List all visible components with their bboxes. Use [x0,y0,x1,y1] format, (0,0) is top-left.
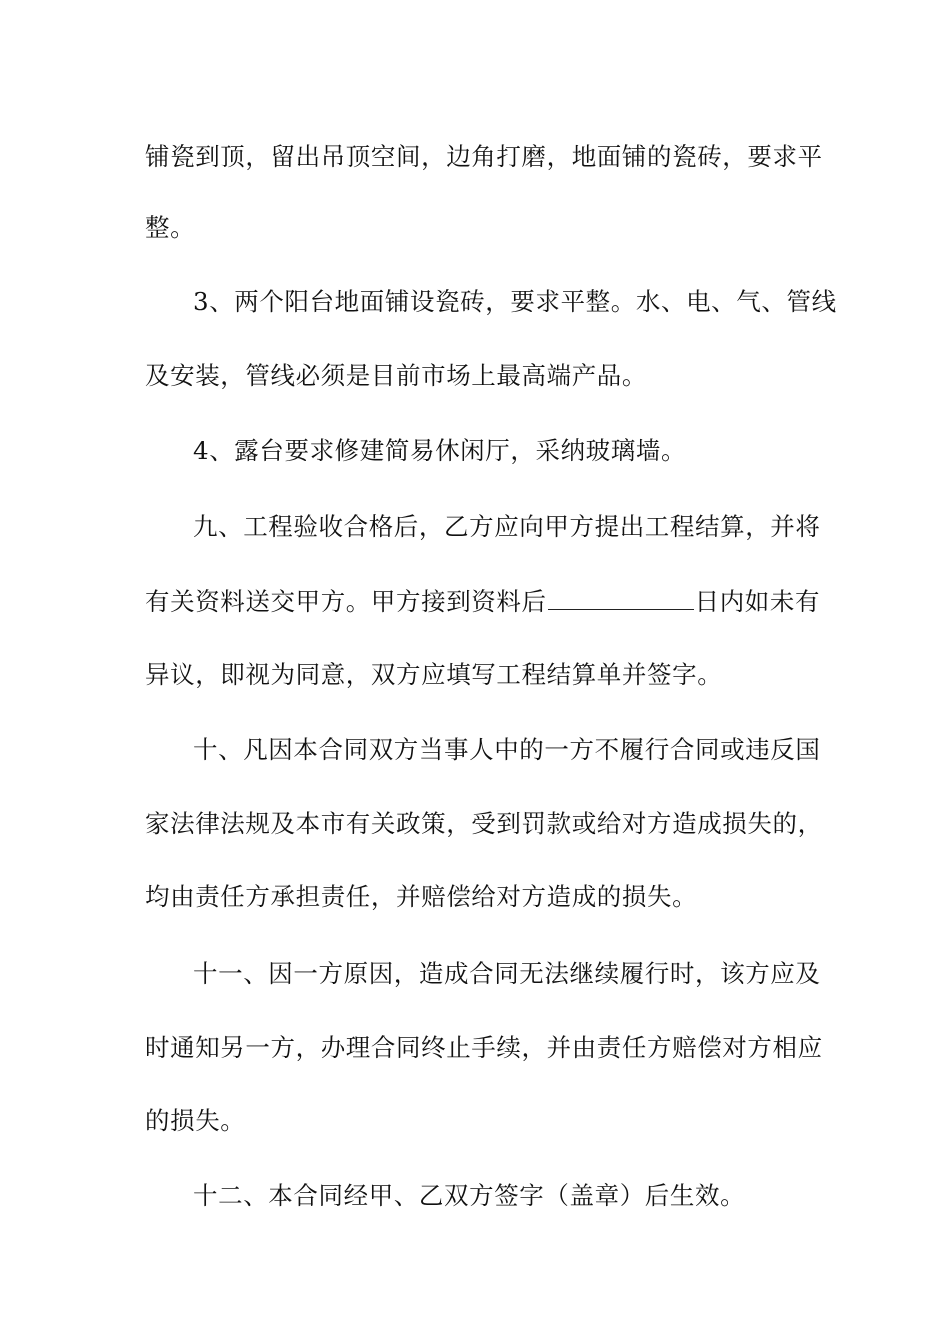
text-segment: 有关资料送交甲方。甲方接到资料后 [145,587,547,616]
text-line: 3、两个阳台地面铺设瓷砖，要求平整。水、电、气、管线 [193,287,837,316]
text-line: 4、露台要求修建简易休闲厅，采纳玻璃墙。 [193,436,687,465]
text-line-with-blank [145,587,950,617]
text-line: 的损失。 [145,1106,246,1135]
text-line: 异议，即视为同意，双方应填写工程结算单并签字。 [145,660,723,689]
text-line: 时通知另一方，办理合同终止手续，并由责任方赔偿对方相应 [145,1033,823,1062]
text-line: 整。 [145,213,196,242]
text-line: 九、工程验收合格后，乙方应向甲方提出工程结算，并将 [193,512,821,541]
text-segment: 日内如未有 [694,587,821,616]
text-line: 十二、本合同经甲、乙双方签字（盖章）后生效。 [193,1181,746,1210]
fill-in-blank [548,591,694,610]
text-line: 均由责任方承担责任，并赔偿给对方造成的损失。 [145,882,698,911]
text-line: 家法律法规及本市有关政策，受到罚款或给对方造成损失的， [145,809,823,838]
text-line: 及安装，管线必须是目前市场上最高端产品。 [145,361,647,390]
text-line: 十一、因一方原因，造成合同无法继续履行时，该方应及 [193,959,821,988]
text-line: 铺瓷到顶，留出吊顶空间，边角打磨，地面铺的瓷砖，要求平 [145,142,823,171]
text-line: 十、凡因本合同双方当事人中的一方不履行合同或违反国 [193,735,821,764]
